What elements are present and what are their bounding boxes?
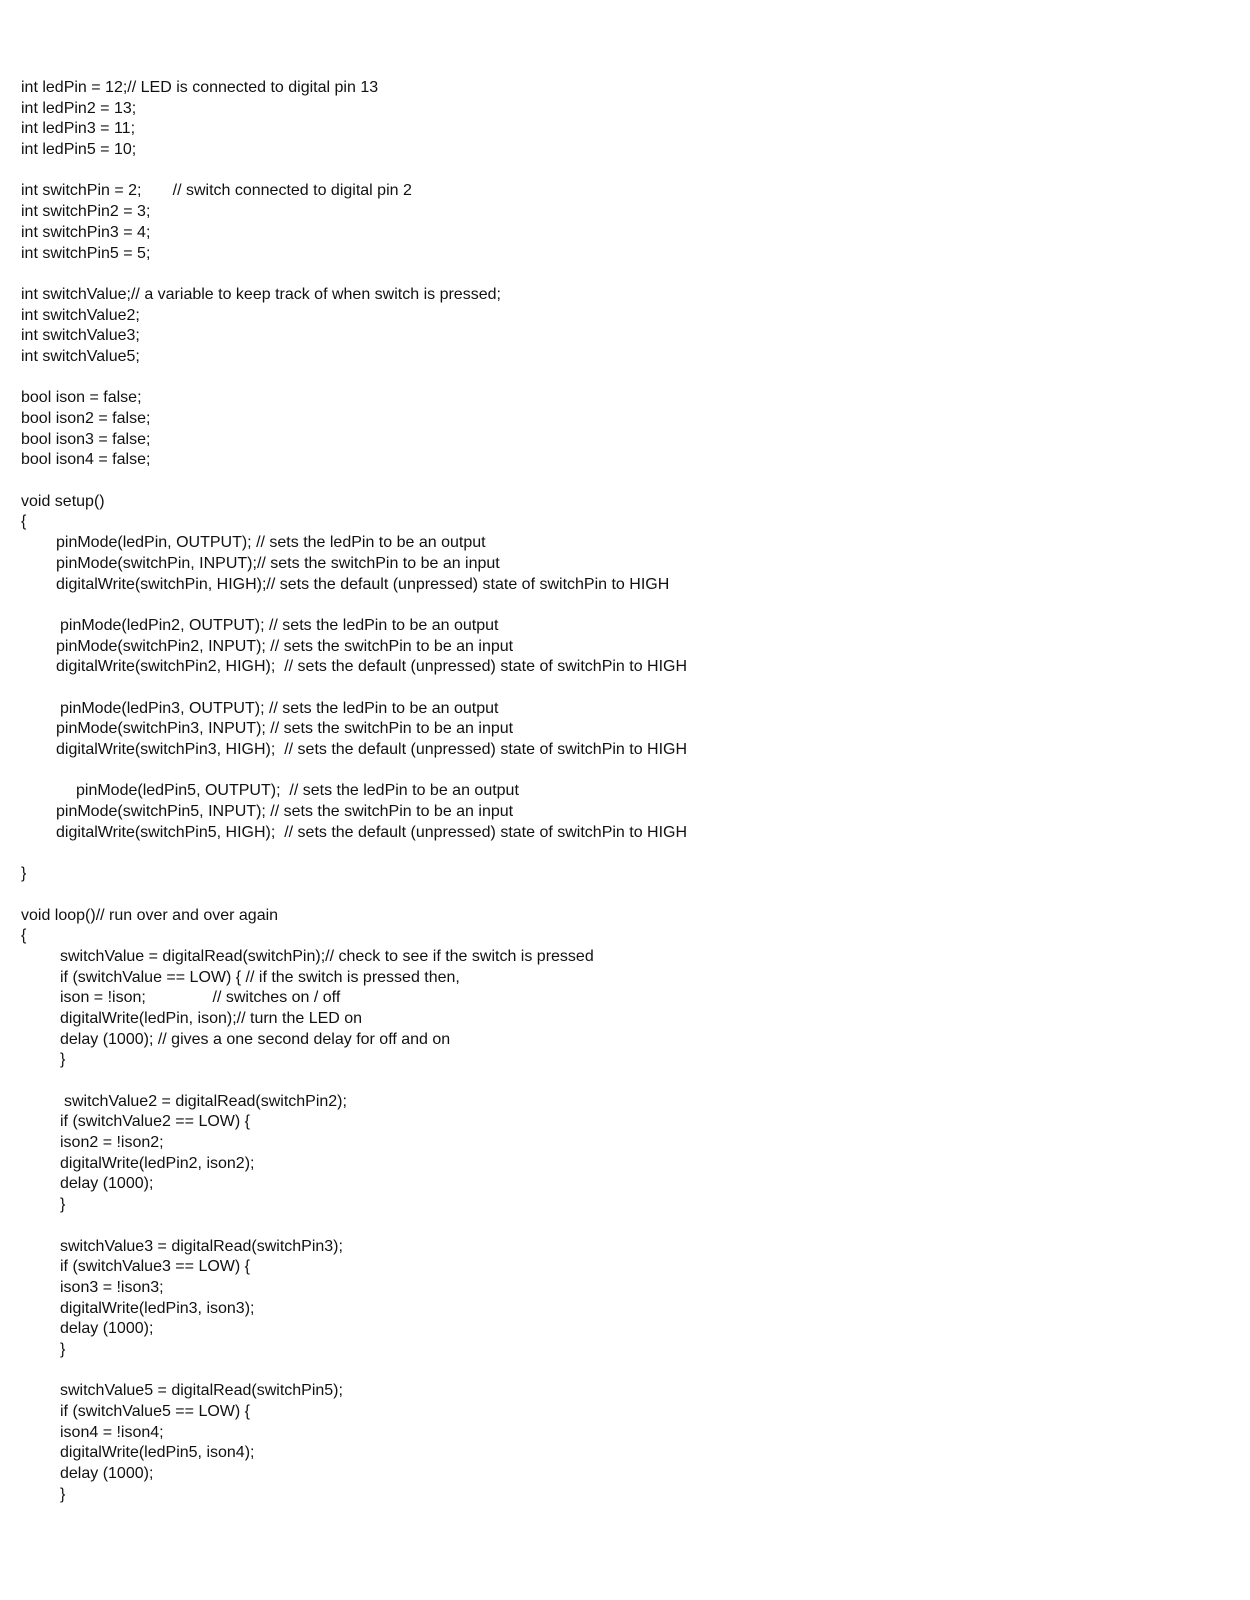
code-line: {: [21, 513, 27, 531]
code-line: int ledPin5 = 10;: [21, 141, 137, 159]
code-line: bool ison4 = false;: [21, 451, 151, 469]
code-line: switchValue3 = digitalRead(switchPin3);: [60, 1237, 343, 1255]
code-line: digitalWrite(switchPin3, HIGH); // sets the default (unpressed) state of switchPin to HIGH: [56, 741, 688, 758]
blank-line: [21, 161, 1221, 182]
code-line: bool ison3 = false;: [21, 430, 151, 448]
code-line: switchValue5 = digitalRead(switchPin5);: [60, 1382, 343, 1400]
code-line: int ledPin2 = 13;: [21, 99, 137, 117]
code-line: void setup(): [21, 492, 105, 510]
blank-line: [21, 885, 1221, 906]
code-line: }: [60, 1196, 66, 1214]
blank-line: [21, 368, 1221, 389]
code-line: if (switchValue2 == LOW) {: [60, 1113, 250, 1131]
code-line: bool ison = false;: [21, 389, 142, 407]
blank-line: [21, 1216, 1221, 1237]
code-line: int switchPin5 = 5;: [21, 244, 151, 262]
code-line: delay (1000);: [60, 1465, 154, 1483]
code-line: switchValue = digitalRead(switchPin);// check to see if the switch is pressed: [60, 947, 594, 965]
blank-line: [21, 678, 1221, 699]
code-line: digitalWrite(switchPin5, HIGH); // sets the default (unpressed) state of switchPin to HIGH: [56, 823, 688, 841]
code-line: delay (1000);: [60, 1175, 154, 1193]
code-line: pinMode(switchPin5, INPUT); // sets the switchPin to be an input: [56, 803, 514, 821]
code-line: int switchValue5;: [21, 347, 140, 365]
blank-line: [21, 843, 1221, 864]
code-line: ison3 = !ison3;: [60, 1278, 164, 1296]
code-line: pinMode(ledPin5, OUTPUT); // sets the ledPin to be an output: [76, 782, 519, 800]
code-line: bool ison2 = false;: [21, 410, 151, 427]
code-line: digitalWrite(switchPin, HIGH);// sets the default (unpressed) state of switchPin to HIGH: [56, 575, 670, 593]
code-line: digitalWrite(ledPin2, ison2);: [60, 1154, 255, 1172]
code-line: }: [60, 1051, 66, 1069]
code-line: int switchValue;// a variable to keep track of when switch is pressed;: [21, 285, 501, 303]
code-line: {: [21, 927, 27, 945]
code-line: pinMode(switchPin3, INPUT); // sets the switchPin to be an input: [56, 720, 514, 738]
code-document: [21, 78, 1221, 1505]
code-line: pinMode(ledPin2, OUTPUT); // sets the ledPin to be an output: [60, 616, 499, 634]
code-line: digitalWrite(ledPin5, ison4);: [60, 1444, 255, 1462]
code-line: int switchValue2;: [21, 306, 140, 324]
code-line: delay (1000);: [60, 1320, 154, 1338]
code-line: }: [60, 1485, 66, 1503]
blank-line: [21, 595, 1221, 616]
code-line: int ledPin = 12;// LED is connected to digital pin 13: [21, 79, 379, 96]
blank-line: [21, 1361, 1221, 1382]
code-line: int switchPin2 = 3;: [21, 203, 151, 221]
code-line: ison2 = !ison2;: [60, 1134, 164, 1152]
code-line: switchValue2 = digitalRead(switchPin2);: [64, 1092, 347, 1110]
code-line: if (switchValue == LOW) { // if the switch is pressed then,: [60, 968, 460, 986]
code-line: if (switchValue5 == LOW) {: [60, 1403, 250, 1420]
blank-line: [21, 1071, 1221, 1092]
code-line: pinMode(switchPin2, INPUT); // sets the switchPin to be an input: [56, 637, 514, 655]
code-line: if (switchValue3 == LOW) {: [60, 1258, 250, 1276]
code-line: digitalWrite(switchPin2, HIGH); // sets the default (unpressed) state of switchPin to HIGH: [56, 658, 688, 676]
code-line: ison = !ison; // switches on / off: [60, 989, 341, 1007]
code-line: void loop()// run over and over again: [21, 906, 279, 924]
code-line: pinMode(switchPin, INPUT);// sets the switchPin to be an input: [56, 554, 500, 572]
blank-line: [21, 264, 1221, 285]
code-line: int switchPin3 = 4;: [21, 223, 151, 241]
code-line: int ledPin3 = 11;: [21, 120, 136, 138]
code-line: digitalWrite(ledPin, ison);// turn the LED on: [60, 1009, 363, 1027]
code-line: int switchPin = 2; // switch connected to digital pin 2: [21, 182, 412, 200]
code-line: int switchValue3;: [21, 327, 140, 345]
code-line: }: [60, 1340, 66, 1358]
code-line: delay (1000); // gives a one second delay for off and on: [60, 1030, 451, 1048]
code-line: pinMode(ledPin, OUTPUT); // sets the ledPin to be an output: [56, 534, 486, 552]
blank-line: [21, 471, 1221, 492]
code-line: pinMode(ledPin3, OUTPUT); // sets the ledPin to be an output: [60, 699, 499, 717]
code-line: }: [21, 865, 27, 883]
blank-line: [21, 761, 1221, 782]
code-line: digitalWrite(ledPin3, ison3);: [60, 1299, 255, 1317]
code-line: ison4 = !ison4;: [60, 1423, 164, 1441]
